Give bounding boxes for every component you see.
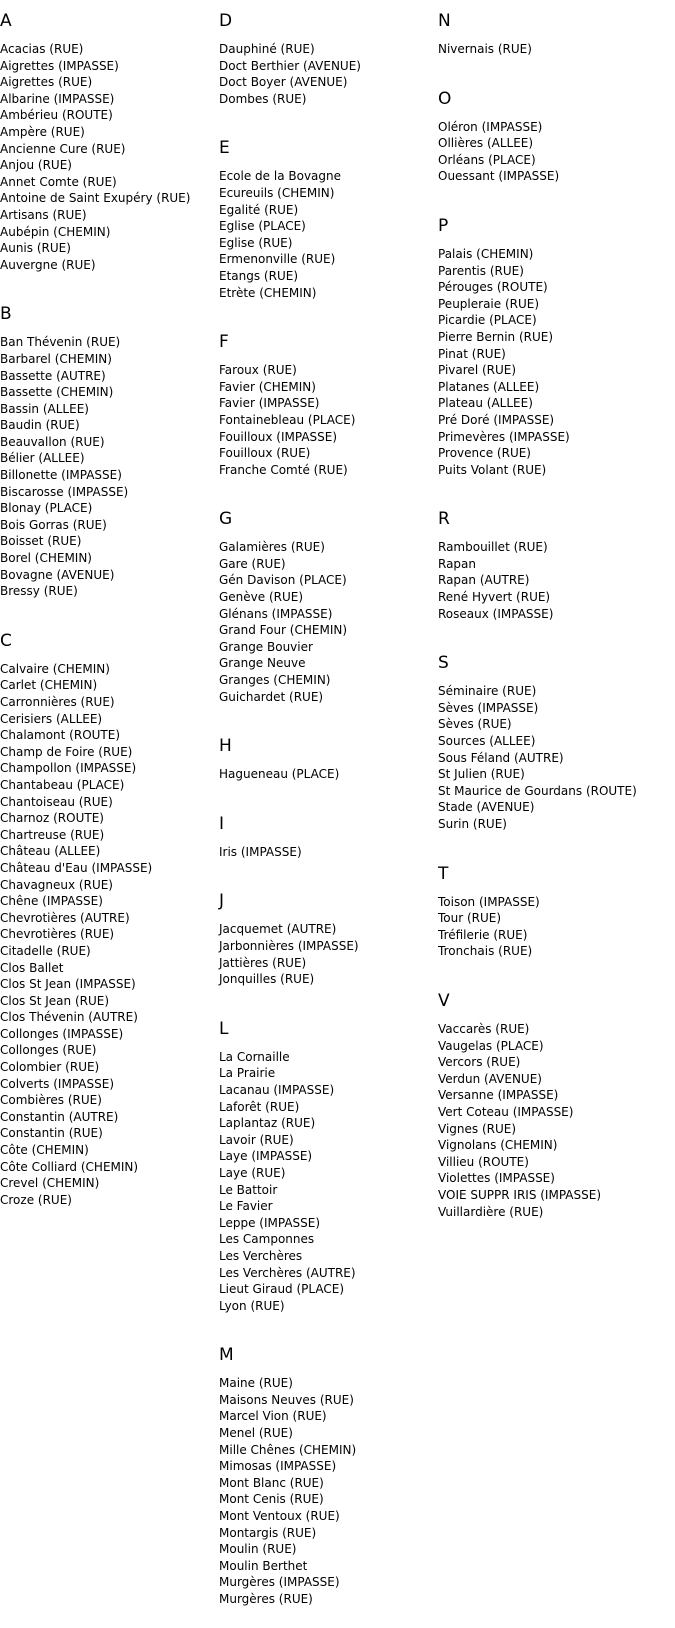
street-name: Grange Bouvier [219, 639, 313, 654]
street-name: La Cornaille [219, 1049, 290, 1064]
street-name: Jarbonnières (IMPASSE) [219, 939, 359, 953]
street-name: Ouessant (IMPASSE) [438, 169, 560, 184]
section-letter-heading: O [438, 88, 452, 109]
street-name: VOIE SUPPR IRIS (IMPASSE) [438, 1187, 602, 1202]
section-letter-heading: G [219, 509, 233, 530]
street-name: Aigrettes (RUE) [0, 75, 93, 90]
street-name: Favier (CHEMIN) [219, 379, 316, 394]
street-name: Murgères (IMPASSE) [219, 1575, 340, 1590]
section-spacer [219, 860, 434, 880]
street-name: Moulin (RUE) [219, 1542, 297, 1557]
street-name: Le Battoir [219, 1182, 278, 1197]
section-spacer [0, 600, 215, 620]
street-name: Platanes (ALLEE) [438, 379, 540, 394]
street-name: Parentis (RUE) [438, 263, 524, 278]
section-letter-heading: N [438, 11, 451, 31]
street-name: Côte Colliard (CHEMIN) [0, 1159, 139, 1174]
street-name: Sources (ALLEE) [438, 734, 536, 749]
street-name: Hagueneau (PLACE) [219, 767, 340, 782]
street-name: Moulin Berthet [219, 1558, 308, 1573]
section-spacer [219, 107, 434, 127]
street-name: Galamières (RUE) [219, 540, 325, 555]
street-name: Pérouges (ROUTE) [438, 280, 548, 295]
street-name: Colombier (RUE) [0, 1060, 100, 1075]
street-name: Blonay (PLACE) [0, 501, 93, 516]
section-letter-heading: C [0, 630, 12, 651]
street-name: Ancienne Cure (RUE) [0, 141, 126, 156]
column-right [438, 0, 653, 1240]
letter-section [438, 78, 653, 205]
street-name: St Maurice de Gourdans (ROUTE) [438, 783, 637, 798]
street-name: Jattières (RUE) [219, 955, 307, 970]
street-name: Clos St Jean (IMPASSE) [0, 977, 136, 992]
street-name: Mont Blanc (RUE) [219, 1475, 324, 1490]
street-name: Plateau (ALLEE) [438, 396, 533, 411]
street-name: Pierre Bernin (RUE) [438, 329, 554, 344]
letter-section [438, 853, 653, 980]
street-name: Maine (RUE) [219, 1376, 293, 1391]
section-letter-heading: A [0, 11, 12, 31]
street-name: Nivernais (RUE) [438, 42, 532, 56]
street-name: Versanne (IMPASSE) [438, 1088, 559, 1103]
street-name: Eglise (RUE) [219, 235, 293, 250]
street-name: Laforêt (RUE) [219, 1099, 300, 1114]
street-name: Sèves (RUE) [438, 717, 512, 732]
street-name: Bovagne (AVENUE) [0, 567, 115, 582]
section-letter-heading: F [219, 332, 229, 353]
street-name: Lavoir (RUE) [219, 1132, 294, 1147]
street-name: Primevères (IMPASSE) [438, 429, 570, 444]
street-name: Ecole de la Bovagne [219, 169, 342, 184]
section-letter-heading: M [219, 1345, 234, 1366]
street-name: Puits Volant (RUE) [438, 462, 547, 477]
street-name: Doct Boyer (AVENUE) [219, 75, 348, 90]
street-name: Cerisiers (ALLEE) [0, 711, 103, 726]
street-name: Beauvallon (RUE) [0, 434, 105, 449]
letter-section [219, 1334, 434, 1627]
street-name: Constantin (AUTRE) [0, 1109, 119, 1124]
street-name: Bois Gorras (RUE) [0, 517, 107, 532]
street-name: Provence (RUE) [438, 446, 531, 461]
street-name: Genève (RUE) [219, 590, 304, 605]
street-name: Carlet (CHEMIN) [0, 678, 98, 693]
street-name: Pinat (RUE) [438, 346, 506, 361]
letter-section [219, 725, 434, 803]
street-name: Chantoiseau (RUE) [0, 794, 113, 809]
street-name: Clos St Jean (RUE) [0, 993, 110, 1008]
street-name: Vignolans (CHEMIN) [438, 1138, 558, 1153]
street-name: Chartreuse (RUE) [0, 827, 105, 842]
street-name: Vuillardière (RUE) [438, 1204, 544, 1219]
street-name: Jonquilles (RUE) [219, 972, 315, 987]
street-name: Fouilloux (IMPASSE) [219, 429, 338, 444]
street-name: Ecureuils (CHEMIN) [219, 185, 335, 200]
section-spacer [0, 1208, 215, 1228]
street-name: Colverts (IMPASSE) [0, 1076, 114, 1091]
street-name: Mont Ventoux (RUE) [219, 1509, 340, 1524]
street-name: Acacias (RUE) [0, 42, 84, 56]
letter-section [219, 803, 434, 881]
street-name: Marcel Vion (RUE) [219, 1409, 327, 1424]
street-name: Rambouillet (RUE) [438, 540, 548, 555]
street-name: Palais (CHEMIN) [438, 246, 534, 261]
street-name: Montargis (RUE) [219, 1525, 317, 1540]
letter-section [219, 321, 434, 498]
street-name: Rapan (AUTRE) [438, 573, 530, 588]
street-name: Tour (RUE) [438, 911, 502, 926]
street-name: Fontainebleau (PLACE) [219, 412, 356, 427]
street-name: Annet Comte (RUE) [0, 174, 117, 189]
street-name: Aigrettes (IMPASSE) [0, 58, 119, 73]
section-spacer [438, 960, 653, 980]
letter-section [438, 980, 653, 1240]
street-name: La Prairie [219, 1066, 276, 1081]
letter-section [438, 0, 653, 78]
letter-section [219, 1008, 434, 1335]
street-name: Murgères (RUE) [219, 1592, 313, 1606]
letter-section [438, 498, 653, 642]
street-name: Jacquemet (AUTRE) [219, 922, 337, 937]
letter-section [0, 0, 215, 293]
street-name: Gare (RUE) [219, 556, 286, 571]
street-name: Ban Thévenin (RUE) [0, 335, 121, 350]
street-name: Constantin (RUE) [0, 1126, 103, 1141]
street-name: Croze (RUE) [0, 1192, 72, 1207]
street-name: Lacanau (IMPASSE) [219, 1082, 335, 1097]
street-name: Etrète (CHEMIN) [219, 285, 317, 300]
section-letter-heading: T [438, 863, 449, 884]
letter-section [438, 642, 653, 852]
street-name: Iris (IMPASSE) [219, 844, 302, 859]
letter-section [219, 0, 434, 127]
street-name: Auvergne (RUE) [0, 257, 96, 272]
street-name: Picardie (PLACE) [438, 313, 537, 328]
street-name: Guichardet (RUE) [219, 689, 324, 704]
street-name: Bassette (AUTRE) [0, 368, 106, 383]
section-spacer [219, 1608, 434, 1628]
street-name: Roseaux (IMPASSE) [438, 606, 554, 621]
section-letter-heading: H [219, 736, 232, 757]
section-spacer [438, 185, 653, 205]
street-name: Ermenonville (RUE) [219, 252, 336, 267]
street-name: Ollières (ALLEE) [438, 136, 534, 151]
street-name: Chêne (IMPASSE) [0, 894, 103, 909]
street-name: Bassette (CHEMIN) [0, 385, 114, 400]
letter-section [0, 293, 215, 620]
street-name: Eglise (PLACE) [219, 219, 306, 234]
street-name: Crevel (CHEMIN) [0, 1176, 100, 1191]
street-name: Barbarel (CHEMIN) [0, 351, 112, 366]
letter-section [0, 620, 215, 1229]
street-name: Grand Four (CHEMIN) [219, 623, 348, 638]
street-name: Orléans (PLACE) [438, 152, 536, 167]
street-name: Favier (IMPASSE) [219, 396, 320, 411]
street-name: Château (ALLEE) [0, 844, 101, 859]
section-spacer [219, 988, 434, 1008]
street-name: Vaccarès (RUE) [438, 1021, 530, 1036]
section-letter-heading: B [0, 304, 12, 325]
street-name: Clos Thévenin (AUTRE) [0, 1010, 138, 1025]
street-name: Les Camponnes [219, 1232, 315, 1247]
street-name: Pré Doré (IMPASSE) [438, 412, 555, 427]
section-spacer [438, 478, 653, 498]
street-name: Ambérieu (ROUTE) [0, 108, 113, 123]
street-name: Fouilloux (RUE) [219, 446, 311, 461]
street-name: Antoine de Saint Exupéry (RUE) [0, 191, 191, 206]
street-name: Bélier (ALLEE) [0, 451, 85, 466]
street-name: Stade (AVENUE) [438, 800, 535, 815]
letter-section [438, 205, 653, 498]
section-letter-heading: I [219, 813, 225, 834]
letter-section [219, 127, 434, 321]
street-name: Mille Chênes (CHEMIN) [219, 1442, 357, 1457]
street-name: Aubépin (CHEMIN) [0, 224, 111, 239]
street-name: Vignes (RUE) [438, 1121, 517, 1136]
street-name: Billonette (IMPASSE) [0, 468, 122, 483]
street-name: Collonges (RUE) [0, 1043, 97, 1058]
street-name: Albarine (IMPASSE) [0, 91, 115, 106]
street-name: Toison (IMPASSE) [438, 894, 540, 909]
letter-section [219, 498, 434, 725]
street-name: Tréfilerie (RUE) [438, 927, 528, 942]
street-name: Menel (RUE) [219, 1426, 293, 1441]
street-name: Citadelle (RUE) [0, 943, 91, 958]
street-name: Bassin (ALLEE) [0, 401, 89, 416]
street-name: Franche Comté (RUE) [219, 462, 348, 477]
street-name: Chalamont (ROUTE) [0, 728, 121, 743]
street-name: Faroux (RUE) [219, 363, 297, 378]
street-name: Grange Neuve [219, 656, 306, 671]
street-name: Maisons Neuves (RUE) [219, 1392, 354, 1407]
street-name: Les Verchères [219, 1248, 303, 1263]
section-letter-heading: L [219, 1018, 229, 1039]
letter-section [219, 880, 434, 1007]
street-name: Glénans (IMPASSE) [219, 606, 333, 621]
street-name: Granges (CHEMIN) [219, 673, 331, 688]
street-name: Violettes (IMPASSE) [438, 1171, 555, 1186]
section-spacer [219, 783, 434, 803]
street-name: Doct Berthier (AVENUE) [219, 58, 361, 73]
street-name: Leppe (IMPASSE) [219, 1215, 321, 1230]
section-letter-heading: R [438, 509, 450, 530]
column-left [0, 0, 215, 1228]
street-name: Bressy (RUE) [0, 584, 78, 599]
section-letter-heading: E [219, 138, 230, 159]
street-name: Vaugelas (PLACE) [438, 1038, 544, 1053]
section-spacer [438, 58, 653, 78]
column-middle [219, 0, 434, 1628]
street-name: Calvaire (CHEMIN) [0, 661, 110, 676]
section-spacer [219, 301, 434, 321]
street-name: Vercors (RUE) [438, 1055, 521, 1070]
street-name: Chavagneux (RUE) [0, 877, 113, 892]
section-letter-heading: J [219, 891, 225, 912]
street-name: Aunis (RUE) [0, 241, 71, 256]
street-name: Sèves (IMPASSE) [438, 700, 539, 715]
street-name: Laplantaz (RUE) [219, 1116, 316, 1131]
street-name: Lyon (RUE) [219, 1298, 285, 1313]
street-name: Oléron (IMPASSE) [438, 119, 543, 134]
street-name: Le Favier [219, 1199, 273, 1214]
section-letter-heading: V [438, 990, 450, 1011]
street-name: Verdun (AVENUE) [438, 1071, 542, 1086]
street-name: Surin (RUE) [438, 817, 507, 831]
street-name: Pivarel (RUE) [438, 363, 517, 378]
street-name: Clos Ballet [0, 960, 64, 975]
section-spacer [219, 705, 434, 725]
section-spacer [219, 478, 434, 498]
street-name: Chevrotières (AUTRE) [0, 910, 130, 925]
street-name: Chantabeau (PLACE) [0, 777, 125, 792]
street-name: Villieu (ROUTE) [438, 1154, 529, 1169]
street-name: Biscarosse (IMPASSE) [0, 484, 129, 499]
street-name: Peupleraie (RUE) [438, 296, 540, 311]
street-name: Laye (IMPASSE) [219, 1149, 313, 1164]
street-name: Séminaire (RUE) [438, 684, 537, 699]
street-name: St Julien (RUE) [438, 767, 525, 782]
street-name: Etangs (RUE) [219, 268, 298, 283]
street-name: Laye (RUE) [219, 1165, 286, 1180]
street-name: Collonges (IMPASSE) [0, 1026, 124, 1041]
street-name: Mimosas (IMPASSE) [219, 1459, 337, 1474]
street-name: Château d'Eau (IMPASSE) [0, 860, 153, 875]
street-name: Dombes (RUE) [219, 91, 307, 106]
section-spacer [438, 1220, 653, 1240]
section-letter-heading: P [438, 215, 449, 236]
street-name: Carronnières (RUE) [0, 695, 115, 709]
section-letter-heading: S [438, 653, 449, 674]
street-name: Borel (CHEMIN) [0, 551, 92, 566]
section-spacer [219, 1314, 434, 1334]
street-name: Tronchais (RUE) [438, 944, 533, 959]
street-name: René Hyvert (RUE) [438, 590, 551, 605]
street-name: Chevrotières (RUE) [0, 927, 115, 942]
section-spacer [438, 833, 653, 853]
street-name: Egalité (RUE) [219, 202, 299, 217]
street-name: Champollon (IMPASSE) [0, 761, 137, 776]
street-name: Dauphiné (RUE) [219, 42, 315, 56]
street-name: Gén Davison (PLACE) [219, 573, 347, 588]
street-name: Sous Féland (AUTRE) [438, 750, 564, 765]
street-name: Vert Coteau (IMPASSE) [438, 1104, 574, 1119]
street-name: Combières (RUE) [0, 1093, 102, 1108]
street-name: Côte (CHEMIN) [0, 1143, 89, 1158]
street-name: Champ de Foire (RUE) [0, 744, 133, 759]
street-name: Boisset (RUE) [0, 534, 82, 549]
street-name: Charnoz (ROUTE) [0, 811, 104, 826]
street-name: Anjou (RUE) [0, 158, 72, 173]
section-spacer [438, 622, 653, 642]
street-name: Rapan [438, 556, 477, 571]
section-letter-heading: D [219, 11, 233, 31]
section-spacer [0, 273, 215, 293]
street-name: Lieut Giraud (PLACE) [219, 1282, 345, 1297]
street-name: Baudin (RUE) [0, 418, 80, 433]
street-name: Ampère (RUE) [0, 124, 85, 139]
street-name: Mont Cenis (RUE) [219, 1492, 324, 1507]
street-name: Les Verchères (AUTRE) [219, 1265, 356, 1280]
street-name: Artisans (RUE) [0, 207, 87, 222]
